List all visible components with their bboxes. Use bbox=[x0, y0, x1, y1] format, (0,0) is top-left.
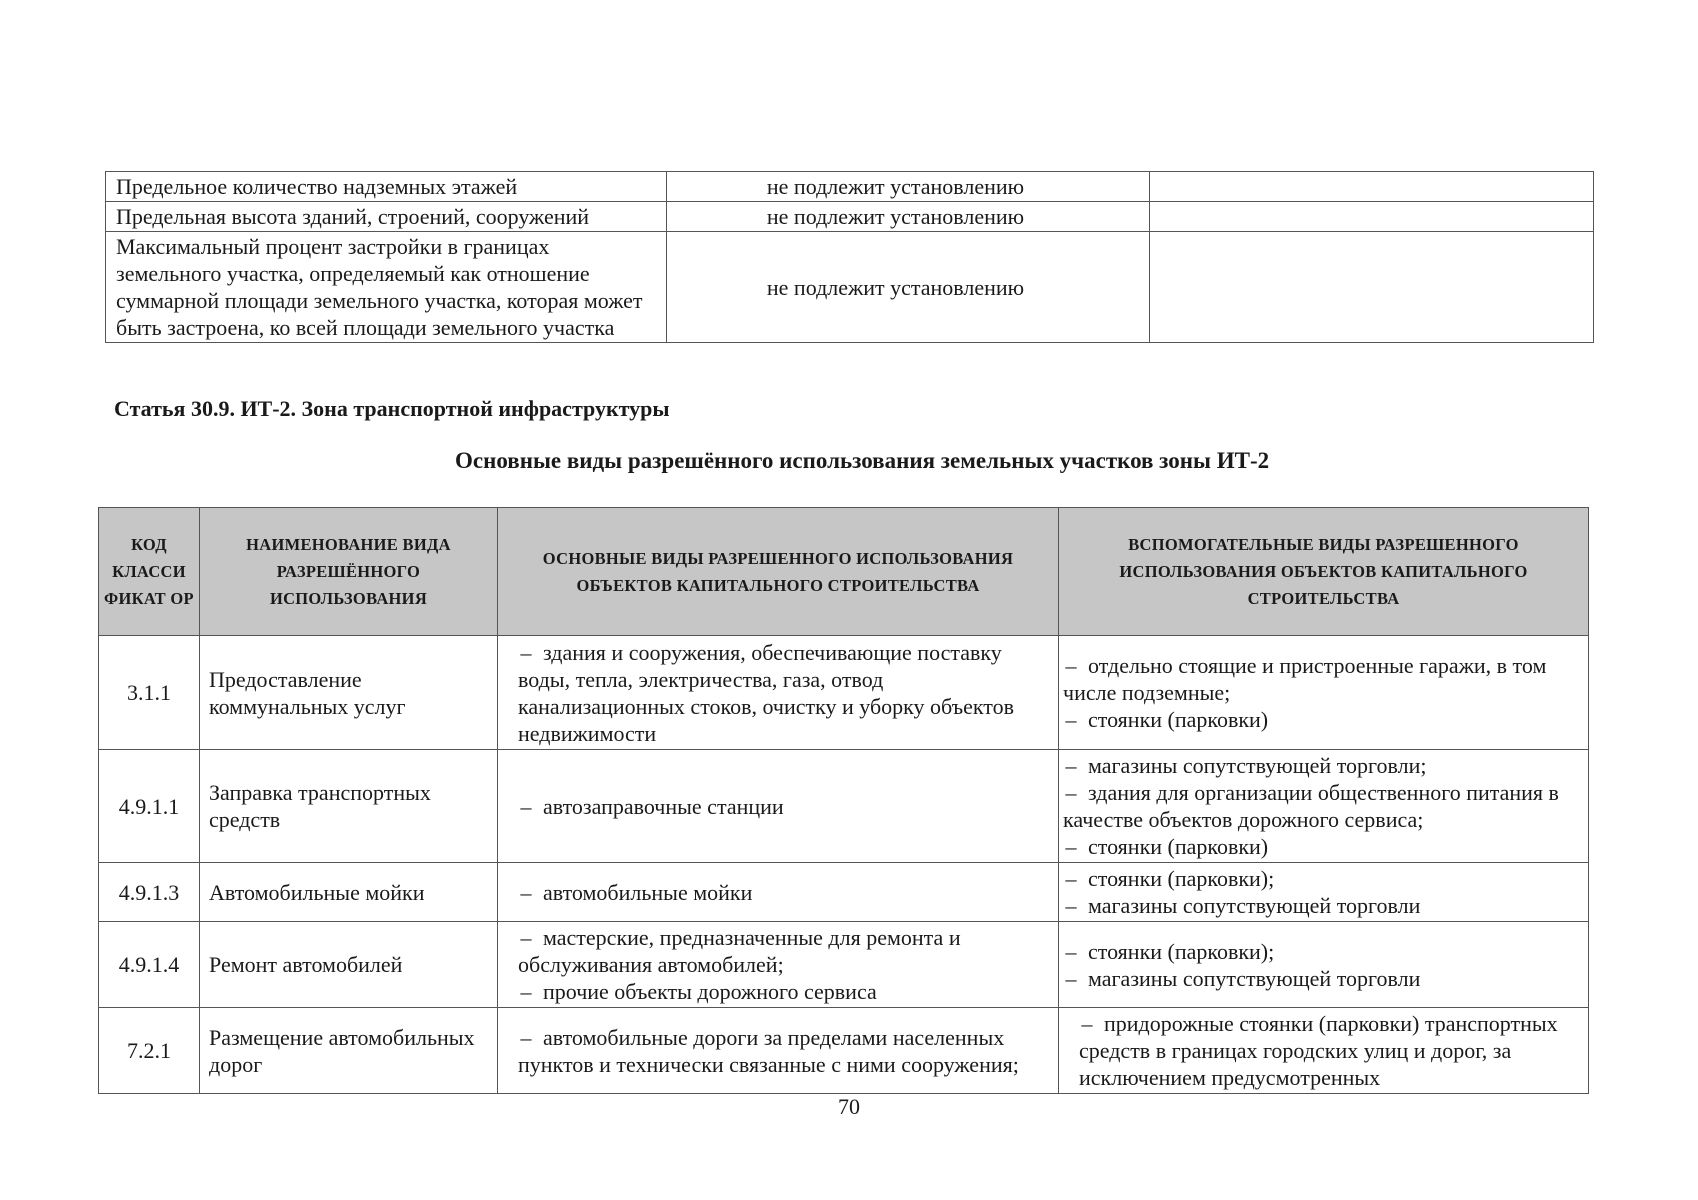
param-label: Предельная высота зданий, строений, сооружений bbox=[106, 202, 667, 232]
use-code: 4.9.1.1 bbox=[99, 750, 200, 863]
dash-bullet: – bbox=[1065, 753, 1077, 778]
dash-bullet: – bbox=[1065, 938, 1077, 964]
aux-uses bbox=[1059, 1008, 1589, 1094]
dash-bullet: – bbox=[520, 879, 532, 905]
param-note bbox=[1150, 202, 1594, 232]
param-value: не подлежит установлению bbox=[667, 202, 1150, 232]
dash-bullet: – bbox=[520, 925, 532, 950]
list-item: – прочие объекты дорожного сервиса bbox=[502, 978, 1054, 1005]
dash-bullet: – bbox=[1065, 866, 1077, 891]
list-item: – мастерские, предназначенные для ремонта и обслуживания автомобилей; bbox=[518, 925, 961, 977]
table-row bbox=[99, 750, 1589, 863]
list-item: – автомобильные дороги за пределами населенных пунктов и технически связанные с ними сооружения; bbox=[518, 1024, 1019, 1077]
table-row bbox=[99, 636, 1589, 750]
list-item: – магазины сопутствующей торговли; bbox=[1063, 752, 1584, 779]
use-name: Заправка транспортных средств bbox=[200, 750, 498, 863]
aux-uses bbox=[1059, 750, 1589, 863]
main-uses bbox=[498, 750, 1059, 863]
list-item: – придорожные стоянки (парковки) транспортных средств в границах городских улиц и дорог, за исключением предусмотренных bbox=[1079, 1011, 1558, 1090]
header-code: КОД КЛАССИ ФИКАТ ОР bbox=[99, 508, 200, 636]
main-uses bbox=[498, 1008, 1059, 1094]
dash-bullet: – bbox=[1065, 780, 1077, 805]
dash-bullet: – bbox=[1065, 834, 1077, 859]
table-row bbox=[99, 922, 1589, 1008]
header-name: НАИМЕНОВАНИЕ ВИДА РАЗРЕШЁННОГО ИСПОЛЬЗОВАНИЯ bbox=[200, 508, 498, 636]
table-row bbox=[99, 863, 1589, 922]
dash-bullet: – bbox=[1065, 653, 1077, 678]
table-header-row bbox=[99, 508, 1589, 636]
table-row bbox=[106, 232, 1594, 343]
list-item: – автозаправочные станции bbox=[502, 793, 1054, 820]
table-row bbox=[106, 172, 1594, 202]
use-name: Ремонт автомобилей bbox=[200, 922, 498, 1008]
use-name: Предоставление коммунальных услуг bbox=[200, 636, 498, 750]
use-name: Автомобильные мойки bbox=[200, 863, 498, 922]
list-item: – стоянки (парковки); bbox=[1063, 865, 1584, 892]
use-code: 3.1.1 bbox=[99, 636, 200, 750]
use-code: 7.2.1 bbox=[99, 1008, 200, 1094]
list-item: – здания для организации общественного питания в качестве объектов дорожного сервиса; bbox=[1063, 780, 1559, 832]
main-uses bbox=[498, 863, 1059, 922]
list-item: – стоянки (парковки) bbox=[1063, 833, 1584, 860]
dash-bullet: – bbox=[520, 639, 532, 665]
dash-bullet: – bbox=[1065, 707, 1077, 732]
dash-bullet: – bbox=[1065, 893, 1077, 918]
param-label: Предельное количество надземных этажей bbox=[106, 172, 667, 202]
table-row bbox=[99, 1008, 1589, 1094]
list-item: – стоянки (парковки) bbox=[1063, 706, 1584, 733]
page-number: 70 bbox=[838, 1094, 860, 1119]
list-item: – магазины сопутствующей торговли bbox=[1063, 965, 1584, 992]
article-heading: Статья 30.9. ИТ-2. Зона транспортной инфраструктуры bbox=[114, 396, 670, 421]
list-item: – здания и сооружения, обеспечивающие поставку воды, тепла, электричества, газа, отвод канализационных стоков, очистку и уборку объектов недвижимости bbox=[518, 639, 1014, 746]
dash-bullet: – bbox=[1065, 965, 1077, 991]
aux-uses bbox=[1059, 922, 1589, 1008]
use-code: 4.9.1.4 bbox=[99, 922, 200, 1008]
header-main: ОСНОВНЫЕ ВИДЫ РАЗРЕШЕННОГО ИСПОЛЬЗОВАНИЯ ОБЪЕКТОВ КАПИТАЛЬНОГО СТРОИТЕЛЬСТВА bbox=[498, 508, 1059, 636]
use-name: Размещение автомобильных дорог bbox=[200, 1008, 498, 1094]
list-item: – отдельно стоящие и пристроенные гаражи, в том числе подземные; bbox=[1063, 653, 1547, 705]
param-note bbox=[1150, 232, 1594, 343]
table-title: Основные виды разрешённого использования земельных участков зоны ИТ-2 bbox=[455, 448, 1270, 473]
permitted-uses-table bbox=[98, 507, 1589, 1094]
main-uses bbox=[498, 922, 1059, 1008]
list-item: – магазины сопутствующей торговли bbox=[1063, 892, 1584, 919]
param-note bbox=[1150, 172, 1594, 202]
main-uses bbox=[498, 636, 1059, 750]
dash-bullet: – bbox=[520, 1024, 532, 1050]
list-item: – автомобильные мойки bbox=[502, 879, 1054, 906]
aux-uses bbox=[1059, 863, 1589, 922]
limits-table bbox=[105, 171, 1594, 343]
header-aux: ВСПОМОГАТЕЛЬНЫЕ ВИДЫ РАЗРЕШЕННОГО ИСПОЛЬЗОВАНИЯ ОБЪЕКТОВ КАПИТАЛЬНОГО СТРОИТЕЛЬСТВА bbox=[1059, 508, 1589, 636]
dash-bullet: – bbox=[520, 793, 532, 819]
param-value: не подлежит установлению bbox=[667, 172, 1150, 202]
param-label: Максимальный процент застройки в границах земельного участка, определяемый как отношение суммарной площади земельного участка, которая может быть застроена, ко всей площади земельного участка bbox=[106, 232, 667, 343]
list-item: – стоянки (парковки); bbox=[1063, 938, 1584, 965]
use-code: 4.9.1.3 bbox=[99, 863, 200, 922]
table-row bbox=[106, 202, 1594, 232]
aux-uses bbox=[1059, 636, 1589, 750]
dash-bullet: – bbox=[520, 979, 532, 1004]
dash-bullet: – bbox=[1081, 1011, 1093, 1036]
param-value: не подлежит установлению bbox=[667, 232, 1150, 343]
